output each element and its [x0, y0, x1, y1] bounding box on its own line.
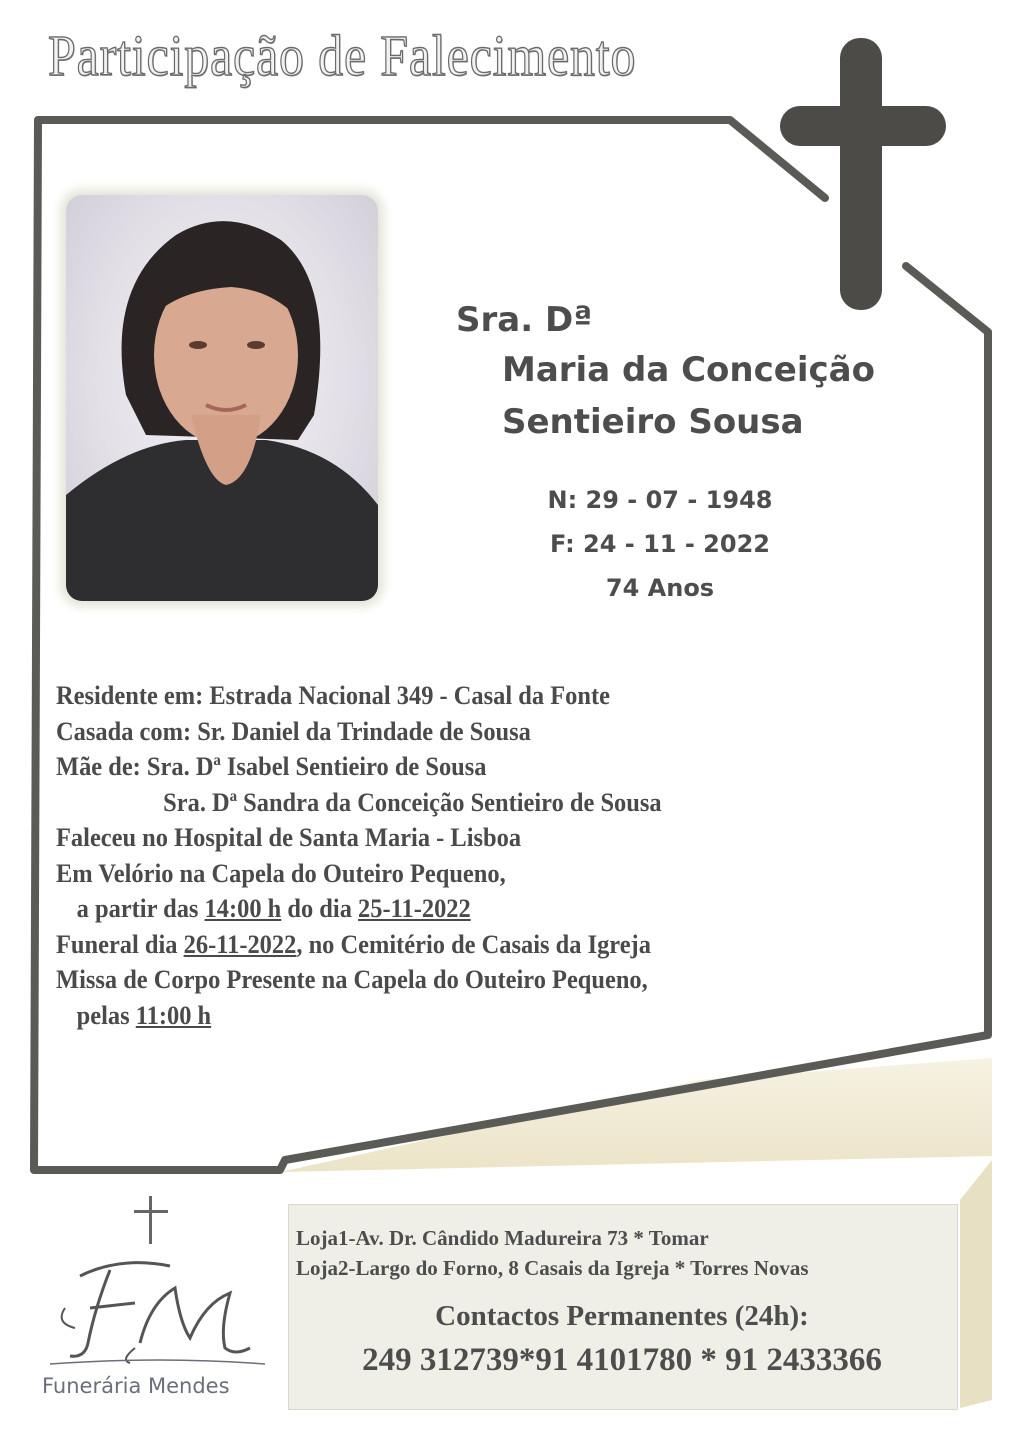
wake-date: 25-11-2022: [358, 894, 471, 923]
page-title: Participação de Falecimento: [48, 23, 637, 88]
funeral-home-monogram-logo: [40, 1248, 270, 1368]
spouse-line: Casada com: Sr. Daniel da Trindade de Sousa: [56, 716, 531, 746]
store-1-address: Loja1-Av. Dr. Cândido Madureira 73 * Tomar: [296, 1226, 709, 1250]
mass-time: 11:00 h: [135, 1000, 212, 1030]
portrait-photo: [66, 195, 378, 601]
death-place-line: Faleceu no Hospital de Santa Maria - Lisboa: [56, 823, 522, 852]
death-date: F: 24 - 11 - 2022: [550, 530, 770, 558]
deceased-name-line1: Maria da Conceição: [502, 350, 875, 390]
beige-side: [960, 1160, 992, 1408]
cross-icon: [780, 38, 946, 310]
birth-date: N: 29 - 07 - 1948: [547, 486, 773, 514]
obituary-details: [56, 678, 662, 1033]
phone-numbers: 249 312739*91 4101780 * 91 2433366: [362, 1342, 882, 1378]
store-2-address: Loja2-Largo do Forno, 8 Casais da Igreja * Torres Novas: [296, 1256, 809, 1280]
funeral-home-name: Funerária Mendes: [42, 1374, 230, 1398]
deceased-name-line2: Sentieiro Sousa: [502, 402, 804, 442]
mother-of-line-2: Sra. Dª Sandra da Conceição Sentieiro de Sousa: [163, 787, 662, 817]
life-dates: [430, 478, 890, 610]
funeral-line: Funeral dia 26-11-2022, no Cemitério de Casais da Igreja: [56, 929, 651, 959]
contacts-title: Contactos Permanentes (24h):: [435, 1300, 809, 1332]
small-cross-icon: [134, 1196, 168, 1244]
age: 74 Anos: [605, 574, 715, 602]
wake-time: 14:00 h: [204, 894, 282, 923]
mother-of-line-1: Mãe de: Sra. Dª Isabel Sentieiro de Sousa: [56, 752, 487, 781]
funeral-date: 26-11-2022: [183, 929, 297, 959]
residence-line: Residente em: Estrada Nacional 349 - Casal da Fonte: [56, 681, 610, 710]
mass-time-line: pelas 11:00 h: [76, 1000, 212, 1030]
salutation: Sra. Dª: [456, 300, 593, 340]
wake-line: Em Velório na Capela do Outeiro Pequeno,: [56, 858, 506, 888]
beige-wedge: [280, 1058, 992, 1172]
wake-time-line: a partir das 14:00 h do dia 25-11-2022: [76, 894, 471, 923]
mass-line: Missa de Corpo Presente na Capela do Outeiro Pequeno,: [56, 965, 648, 994]
